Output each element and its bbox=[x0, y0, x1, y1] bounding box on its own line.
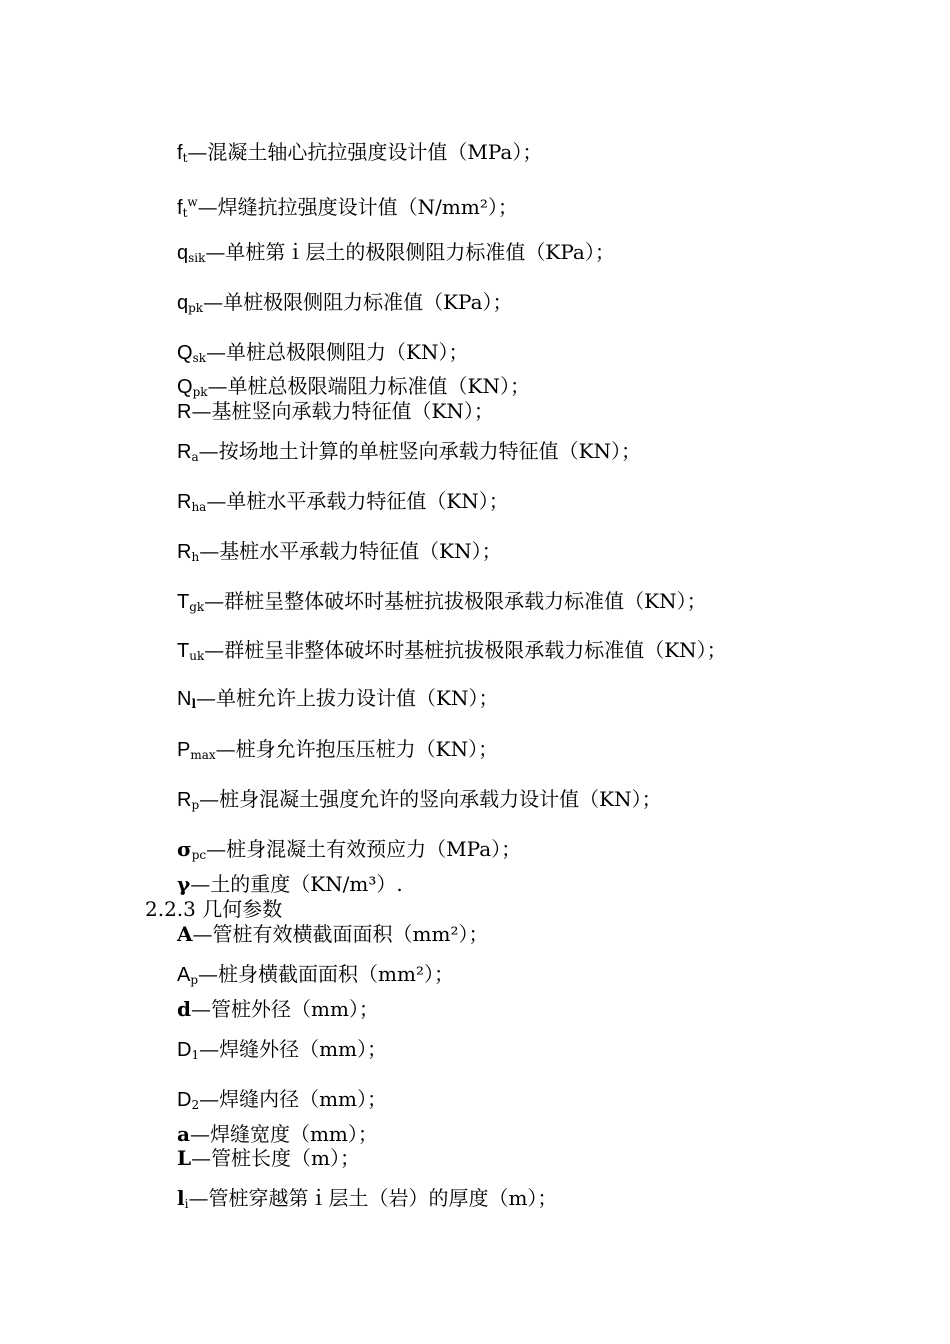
symbol: R bbox=[177, 401, 192, 423]
symbol-subscript: t bbox=[182, 206, 188, 220]
symbol-definition: —单桩水平承载力特征值（KN）； bbox=[206, 489, 509, 513]
section-heading bbox=[145, 897, 282, 921]
symbol-definition: —焊缝宽度（mm）； bbox=[189, 1122, 378, 1146]
symbol: d bbox=[177, 997, 191, 1021]
symbol-subscript: pc bbox=[191, 848, 207, 862]
symbol-line bbox=[177, 399, 494, 424]
symbol-line bbox=[177, 589, 707, 619]
symbol: A bbox=[177, 922, 193, 946]
symbol: q bbox=[177, 242, 189, 264]
symbol-definition: —管桩外径（mm）； bbox=[190, 997, 379, 1021]
symbol: f bbox=[177, 142, 183, 164]
symbol-definition: —单桩允许上拔力设计值（KN）； bbox=[196, 686, 499, 710]
symbol-subscript: sik bbox=[188, 251, 206, 265]
geo-line bbox=[177, 1087, 387, 1117]
symbol: γ bbox=[177, 872, 191, 896]
symbol-subscript: l bbox=[191, 697, 197, 711]
symbol: A bbox=[177, 964, 191, 986]
symbol-line bbox=[177, 539, 502, 569]
symbol-definition: —基桩竖向承载力特征值（KN）； bbox=[191, 399, 494, 423]
symbol-subscript: a bbox=[191, 450, 199, 464]
symbol-line bbox=[177, 686, 498, 716]
symbol: σ bbox=[177, 837, 192, 861]
symbol: P bbox=[177, 739, 191, 761]
symbol: Q bbox=[177, 376, 193, 398]
geo-line bbox=[177, 1037, 387, 1067]
symbol: q bbox=[177, 292, 189, 314]
symbol-definition: —单桩总极限侧阻力（KN）； bbox=[206, 340, 469, 364]
symbol-line bbox=[177, 290, 513, 320]
symbol-definition: —群桩呈整体破坏时基桩抗拔极限承载力标准值（KN）； bbox=[204, 589, 707, 613]
symbol-definition: —焊缝内径（mm）； bbox=[199, 1087, 388, 1111]
symbol-definition: —管桩穿越第ｉ层土（岩）的厚度（m）； bbox=[188, 1186, 558, 1210]
geo-line bbox=[177, 1186, 557, 1216]
symbol-subscript: t bbox=[182, 151, 188, 165]
geo-line bbox=[177, 962, 454, 992]
symbol-line bbox=[177, 872, 403, 896]
symbol: l bbox=[177, 1186, 185, 1210]
symbol-definition: —管桩有效横截面面积（mm²）； bbox=[192, 922, 489, 946]
symbol-subscript: p bbox=[191, 798, 200, 812]
symbol: R bbox=[177, 441, 192, 463]
symbol-line bbox=[177, 638, 727, 668]
symbol-subscript: p bbox=[190, 973, 199, 987]
symbol-definition: —管桩长度（m）； bbox=[191, 1146, 361, 1170]
symbol: f bbox=[177, 197, 183, 219]
symbol: N bbox=[177, 688, 192, 710]
symbol: D bbox=[177, 1039, 192, 1061]
section-heading-text: 2.2.3 几何参数 bbox=[145, 897, 283, 921]
geo-line bbox=[177, 997, 379, 1021]
symbol-subscript: h bbox=[191, 550, 200, 564]
symbol-definition: —土的重度（KN/m³）. bbox=[190, 872, 403, 896]
symbol: T bbox=[177, 591, 190, 613]
symbol-line bbox=[177, 837, 521, 867]
symbol: a bbox=[177, 1122, 190, 1146]
geo-line bbox=[177, 1146, 360, 1170]
symbol: L bbox=[177, 1146, 192, 1170]
symbol-subscript: max bbox=[190, 748, 216, 762]
geo-line bbox=[177, 922, 488, 946]
symbol: R bbox=[177, 541, 192, 563]
symbol-definition: —单桩总极限端阻力标准值（KN）； bbox=[207, 374, 530, 398]
symbol-line bbox=[177, 190, 518, 225]
symbol-definition: —桩身混凝土有效预应力（MPa）； bbox=[206, 837, 522, 861]
symbol-definition: —混凝土轴心抗拉强度设计值（MPa）； bbox=[187, 140, 543, 164]
symbol-line bbox=[177, 439, 641, 469]
symbol-definition: —焊缝抗拉强度设计值（N/mm²）； bbox=[197, 195, 518, 219]
geo-line bbox=[177, 1122, 378, 1146]
symbol-subscript: 1 bbox=[191, 1048, 200, 1062]
symbol-subscript: pk bbox=[188, 301, 204, 315]
symbol-definition: —桩身混凝土强度允许的竖向承载力设计值（KN）； bbox=[199, 787, 662, 811]
symbol-subscript: gk bbox=[189, 600, 205, 614]
symbol: D bbox=[177, 1089, 192, 1111]
symbol-subscript: uk bbox=[189, 649, 205, 663]
symbol-definition: —单桩第ｉ层土的极限侧阻力标准值（KPa）； bbox=[205, 240, 615, 264]
symbol-definition: —焊缝外径（mm）； bbox=[199, 1037, 388, 1061]
symbol-definition: —桩身横截面面积（mm²）； bbox=[198, 962, 454, 986]
symbol: R bbox=[177, 491, 192, 513]
symbol-definition: —基桩水平承载力特征值（KN）； bbox=[199, 539, 502, 563]
symbol-subscript: 2 bbox=[191, 1098, 200, 1112]
symbol-line bbox=[177, 787, 662, 817]
symbol-line bbox=[177, 340, 468, 370]
symbol-definition: —群桩呈非整体破坏时基桩抗拔极限承载力标准值（KN）； bbox=[204, 638, 727, 662]
symbol-definition: —按场地土计算的单桩竖向承载力特征值（KN）； bbox=[198, 439, 642, 463]
symbol: Q bbox=[177, 342, 193, 364]
symbol-subscript: ha bbox=[191, 500, 207, 514]
symbol-line bbox=[177, 737, 498, 767]
symbol-definition: —桩身允许抱压压桩力（KN）； bbox=[215, 737, 499, 761]
symbol-line bbox=[177, 489, 509, 519]
symbol-subscript: pk bbox=[192, 385, 208, 399]
symbol-subscript: sk bbox=[192, 351, 206, 365]
symbol-line bbox=[177, 240, 615, 270]
symbol: T bbox=[177, 640, 190, 662]
symbol-superscript: w bbox=[187, 195, 198, 209]
symbol-definition: —单桩极限侧阻力标准值（KPa）； bbox=[203, 290, 513, 314]
symbol: R bbox=[177, 789, 192, 811]
symbol-subscript: i bbox=[184, 1197, 189, 1211]
symbol-line bbox=[177, 140, 542, 170]
